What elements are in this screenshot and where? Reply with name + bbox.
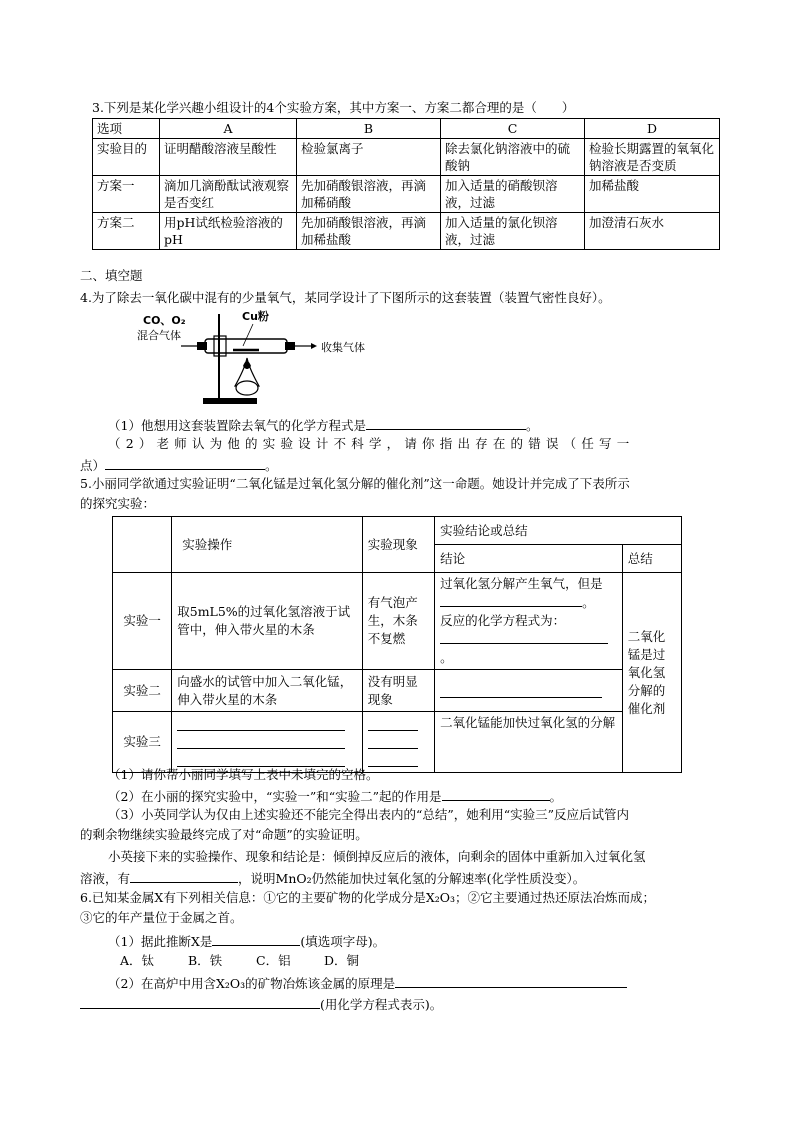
q5-answer3-line1: （3）小英同学认为仅由上述实验还不能完全得出表内的“总结”，她利用“实验三”反应后试管内 (108, 807, 630, 822)
q6-stem-line1: 6.已知某金属X有下列相关信息：①它的主要矿物的化学成分是X₂O₃；②它主要通过热还原法冶炼而成； (80, 890, 655, 905)
table-row (93, 213, 720, 250)
table-cell: 实验操作 (172, 517, 362, 573)
table-cell: 选项 (93, 119, 160, 139)
table-cell: 向盛水的试管中加入二氧化锰，伸入带火星的木条 (172, 670, 362, 712)
q6-part2 (108, 974, 627, 992)
q6-part1-end: (填选项字母)。 (300, 934, 386, 949)
table-cell: 实验结论或总结 (435, 517, 682, 545)
q4-part1-blank[interactable] (366, 416, 526, 430)
table-cell: 加入适量的氯化钡溶液，过滤 (441, 213, 585, 250)
q6-part2-end: (用化学方程式表示)。 (320, 997, 443, 1012)
burner-body (236, 381, 258, 395)
q6-stem-line2: ③它的年产量位于金属之首。 (80, 910, 243, 925)
q4-part2-line1: （2）老师认为他的实验设计不科学，请你指出存在的错误（任写一 (108, 436, 635, 451)
table-cell: 证明醋酸溶液呈酸性 (160, 139, 297, 176)
q5-answer1: （1）请你帮小丽同学填写上表中未填完的空格。 (108, 767, 379, 782)
q6-part2-line2 (80, 995, 442, 1013)
table-cell: 方案一 (93, 176, 160, 213)
e1-conclusion-text: 过氧化氢分解产生氧气，但是 (440, 576, 603, 591)
q5-stem-line2: 的探究实验： (80, 496, 156, 511)
q5-answer2-end: 。 (549, 789, 563, 804)
q5-answer2 (108, 787, 562, 805)
table-cell: 加稀盐酸 (585, 176, 720, 213)
q5-answer2-text: （2）在小丽的探究实验中，“实验一”和“实验二”起的作用是 (108, 789, 442, 804)
table-cell: 检验长期露置的氧氧化钠溶液是否变质 (585, 139, 720, 176)
option-c[interactable]: C．铝 (256, 953, 291, 968)
q3-stem: 3.下列是某化学兴趣小组设计的4个实验方案，其中方案一、方案二都合理的是（ ） (92, 100, 575, 115)
q5-answer4-line2 (80, 869, 585, 887)
table-cell: 方案二 (93, 213, 160, 250)
table-cell: 二氧化锰能加快过氧化氢的分解 (435, 712, 623, 773)
table-cell: 先加硝酸银溶液，再滴加稀硝酸 (297, 176, 441, 213)
e3-operation-blank[interactable] (177, 734, 345, 749)
table-cell: 加入适量的硝酸钡溶液，过滤 (441, 176, 585, 213)
table-cell (172, 712, 362, 773)
table-row (93, 176, 720, 213)
q4-part1-end: 。 (525, 418, 539, 433)
left-stopper (197, 342, 207, 350)
fig-cu-label: Cu粉 (242, 310, 269, 323)
table-row (113, 573, 682, 670)
e1-equation-end: 。 (440, 650, 453, 665)
e1-conclusion-end: 。 (582, 595, 595, 610)
q6-part2-blank-2[interactable] (80, 995, 320, 1009)
table-cell (113, 517, 172, 573)
q4-stem: 4.为了除去一氧化碳中混有的少量氧气，某同学设计了下图所示的这套装置（装置气密性良好）。 (80, 290, 611, 305)
q5-answer4-text: 溶液，有 (80, 871, 131, 886)
table-row (93, 119, 720, 139)
q6-options (120, 953, 392, 969)
q6-part2-text: （2）在高炉中用含X₂O₃的矿物冶炼该金属的原理是 (108, 976, 396, 991)
q4-part2-end: 。 (265, 458, 278, 473)
e3-operation-blank[interactable] (177, 716, 345, 731)
right-stopper (285, 342, 295, 350)
table-cell: 用pH试纸检验溶液的pH (160, 213, 297, 250)
q5-answer3-line2: 的剩余物继续实验最终完成了对“命题”的实验证明。 (80, 827, 368, 842)
stand-base (203, 398, 257, 404)
q5-table (112, 516, 682, 773)
q6-part1-blank[interactable] (212, 932, 300, 946)
table-cell: A (160, 119, 297, 139)
q6-part1 (108, 932, 385, 950)
q5-stem-line1: 5.小丽同学欲通过实验证明“二氧化锰是过氧化氢分解的催化剂”这一命题。她设计并完成了下表所示 (80, 476, 630, 491)
table-cell: B (297, 119, 441, 139)
table-cell: 实验目的 (93, 139, 160, 176)
table-cell: 实验二 (113, 670, 172, 712)
outlet-arrowhead (311, 343, 317, 349)
e2-conclusion-blank[interactable] (440, 683, 602, 698)
table-cell: 二氧化锰是过氧化氢分解的催化剂 (622, 573, 681, 773)
e3-phenomenon-blank[interactable] (368, 716, 418, 731)
table-cell: 检验氯离子 (297, 139, 441, 176)
table-cell: 实验现象 (362, 517, 434, 573)
table-row (93, 139, 720, 176)
table-cell: 实验三 (113, 712, 172, 773)
table-cell: 结论 (435, 545, 623, 573)
q3-table (92, 118, 720, 250)
q6-part1-text: （1）据此推断X是 (108, 934, 213, 949)
table-cell: 没有明显现象 (362, 670, 434, 712)
q5-answer4-line1: 小英接下来的实验操作、现象和结论是：倾倒掉反应后的液体，向剩余的固体中重新加入过氧化氢 (108, 849, 646, 864)
section-heading: 二、填空题 (80, 268, 143, 283)
e1-equation-blank[interactable] (440, 630, 608, 644)
table-row (113, 712, 682, 773)
table-cell (435, 670, 623, 712)
table-row (113, 517, 682, 545)
table-cell (362, 712, 434, 773)
fig-collect-label: 收集气体 (321, 341, 365, 354)
q4-part1 (108, 416, 538, 434)
q4-part2-line2 (80, 456, 278, 474)
q5-answer2-blank[interactable] (442, 787, 550, 801)
e1-equation-text: 反应的化学方程式为： (440, 613, 566, 628)
q5-answer4-mid: ，说明MnO₂仍然能加快过氧化氢的分解速率(化学性质没变） (238, 871, 573, 886)
e3-phenomenon-blank[interactable] (368, 752, 418, 767)
table-cell: C (441, 119, 585, 139)
table-cell: 滴加几滴酚酞试液观察是否变红 (160, 176, 297, 213)
q5-answer4-blank[interactable] (130, 869, 238, 883)
q4-part1-text: （1）他想用这套装置除去氧气的化学方程式是 (108, 418, 366, 433)
q5-answer4-end: 。 (572, 871, 586, 886)
table-cell: 先加硝酸银溶液，再滴加稀盐酸 (297, 213, 441, 250)
option-d[interactable]: D．铜 (324, 953, 360, 968)
table-cell: 除去氯化钠溶液中的硫酸钠 (441, 139, 585, 176)
e3-operation-blank[interactable] (177, 752, 345, 767)
table-cell: 取5mL5%的过氧化氢溶液于试管中，伸入带火星的木条 (172, 573, 362, 670)
e1-conclusion-blank[interactable] (440, 593, 582, 607)
table-cell: D (585, 119, 720, 139)
q4-part2-text: 点） (80, 458, 106, 473)
option-a[interactable]: A．钛 (120, 953, 155, 968)
option-b[interactable]: B．铁 (188, 953, 223, 968)
table-cell: 实验一 (113, 573, 172, 670)
table-cell: 总结 (622, 545, 681, 573)
table-cell: 有气泡产生，木条不复燃 (362, 573, 434, 670)
q4-part2-blank[interactable] (105, 456, 265, 470)
q6-part2-blank-1[interactable] (395, 974, 627, 988)
table-row (113, 670, 682, 712)
apparatus-figure (135, 306, 405, 408)
e3-phenomenon-blank[interactable] (368, 734, 418, 749)
table-cell: 加澄清石灰水 (585, 213, 720, 250)
fig-gas-label: CO、O₂ (143, 314, 186, 327)
table-cell (435, 573, 623, 670)
fig-mix-label: 混合气体 (137, 329, 181, 342)
